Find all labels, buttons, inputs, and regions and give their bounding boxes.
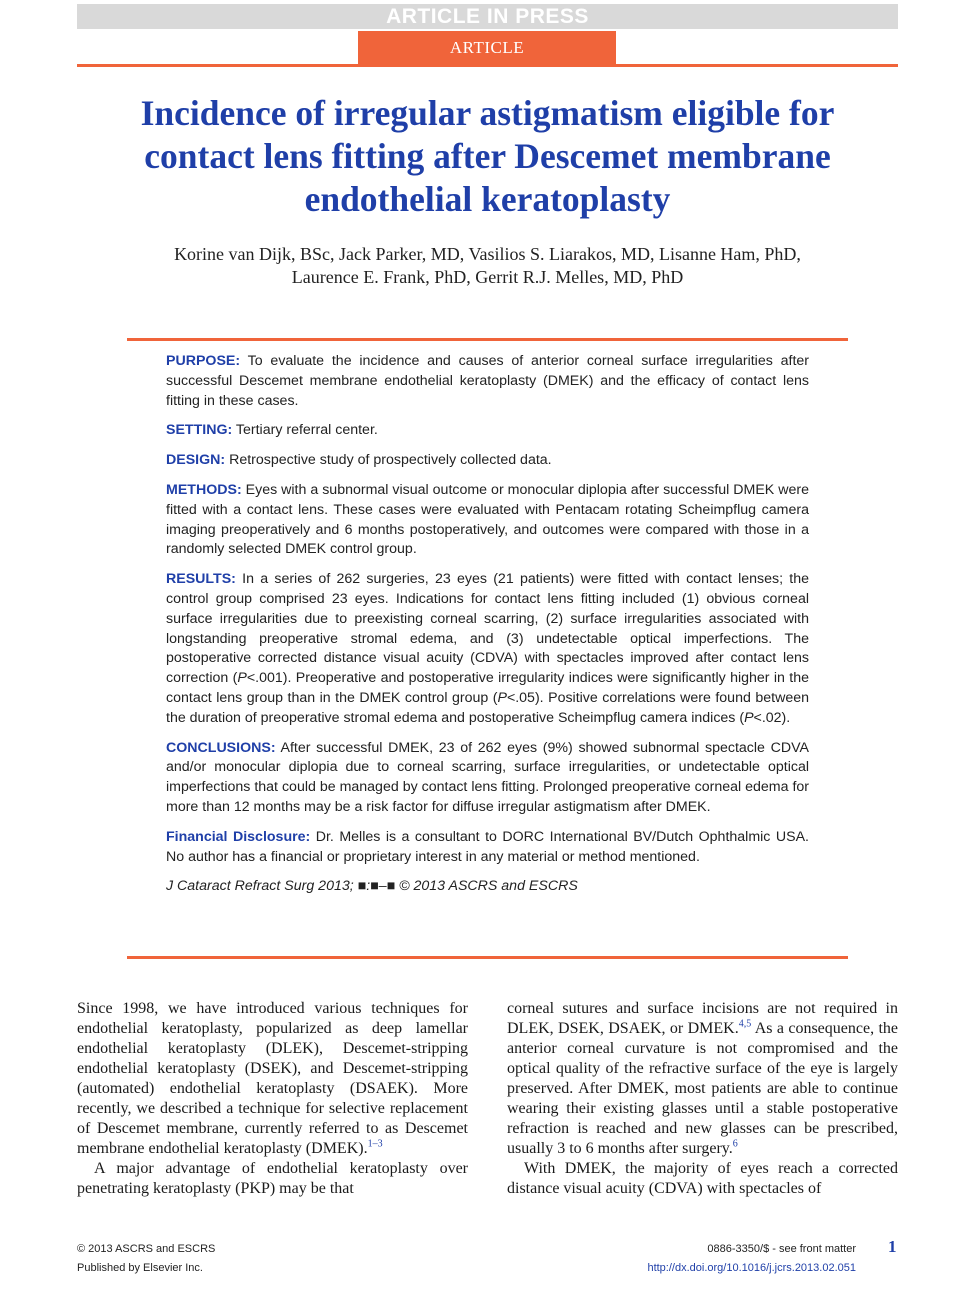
authors-line-2: Laurence E. Frank, PhD, Gerrit R.J. Melles, MD, PhD — [291, 267, 684, 287]
p-value-symbol: P — [744, 709, 754, 726]
methods-text: Eyes with a subnormal visual outcome or monocular diplopia after successful DMEK were fitted with a contact lens. These cases were evaluated with Pentacam rotating Scheimpflug camera imaging preoperatively and 6 months postoperatively, and outcomes were compared with those in a randomly selected DMEK control group. — [166, 481, 809, 558]
section-label: ARTICLE — [358, 31, 616, 65]
footer-left — [77, 1240, 215, 1278]
abstract-methods — [166, 481, 809, 560]
citation-ref[interactable]: 4,5 — [738, 1018, 752, 1030]
abstract-setting — [166, 421, 809, 441]
body-column-left — [77, 999, 468, 1199]
design-text: Retrospective study of prospectively collected data. — [225, 452, 552, 469]
results-text-4: <.02). — [753, 709, 791, 726]
intro-paragraph-1 — [77, 999, 468, 1159]
methods-label: METHODS: — [166, 481, 242, 498]
design-label: DESIGN: — [166, 452, 226, 469]
issn-line: 0886-3350/$ - see front matter — [707, 1243, 856, 1255]
author-list — [110, 243, 865, 289]
disclosure-text: Dr. Melles is a consultant to DORC International BV/Dutch Ophthalmic USA. No author has a financial or proprietary interest in any material or method mentioned. — [166, 828, 809, 865]
setting-label: SETTING: — [166, 422, 233, 439]
article-in-press-banner: ARTICLE IN PRESS — [77, 4, 898, 29]
conclusions-label: CONCLUSIONS: — [166, 739, 276, 756]
doi-link[interactable]: http://dx.doi.org/10.1016/j.jcrs.2013.02.051 — [647, 1262, 856, 1274]
intro-text: As a consequence, the anterior corneal curvature is not compromised and the optical quality of the refractive surface of the eye is largely preserved. After DMEK, most patients are able to continue wearing their existing glasses until a stable postoperative refraction is reached and new glasses can be prescribed, usually 3 to 6 months after surgery. — [507, 1020, 898, 1157]
disclosure-label: Financial Disclosure: — [166, 828, 311, 845]
intro-paragraph-continued — [507, 999, 898, 1159]
abstract — [166, 352, 809, 907]
citation-ref[interactable]: 1–3 — [367, 1138, 383, 1150]
intro-paragraph-3: With DMEK, the majority of eyes reach a corrected distance visual acuity (CDVA) with spectacles of — [507, 1160, 898, 1197]
page-number: 1 — [888, 1237, 897, 1256]
intro-paragraph-2: A major advantage of endothelial keratoplasty over penetrating keratoplasty (PKP) may be that — [77, 1160, 468, 1197]
body-column-right — [507, 999, 898, 1199]
purpose-text: To evaluate the incidence and causes of anterior corneal surface irregularities after successful Descemet membrane endothelial keratoplasty (DMEK) and the efficacy of contact lens fitting in these cases. — [166, 353, 809, 409]
journal-citation: J Cataract Refract Surg 2013; ■:■–■ © 2013 ASCRS and ESCRS — [166, 878, 578, 895]
publisher: Published by Elsevier Inc. — [77, 1262, 203, 1274]
abstract-conclusions — [166, 739, 809, 818]
results-text-3: <.05). Positive correlations were found between the duration of preoperative stromal edema and postoperative Scheimpflug camera indices ( — [166, 689, 809, 726]
authors-line-1: Korine van Dijk, BSc, Jack Parker, MD, Vasilios S. Liarakos, MD, Lisanne Ham, PhD, — [174, 244, 801, 264]
abstract-design — [166, 451, 809, 471]
footer-right — [647, 1240, 856, 1278]
p-value-symbol: P — [237, 670, 247, 687]
results-text-1: In a series of 262 surgeries, 23 eyes (21 patients) were fitted with contact lenses; the control group comprised 23 eyes. Indications for contact lens fitting included (1) obvious corneal surface irregularities due to preexisting corneal scarring, (2) surface irregularities associated with longstanding preoperative stromal edema, and (3) undetectable optical imperfections. The postoperative corrected distance visual acuity (CDVA) with spectacles improved after contact lens correction ( — [166, 571, 809, 687]
citation-ref[interactable]: 6 — [732, 1138, 738, 1150]
p-value-symbol: P — [497, 689, 507, 706]
abstract-results — [166, 570, 809, 728]
abstract-purpose — [166, 352, 809, 411]
setting-text: Tertiary referral center. — [232, 422, 378, 439]
abstract-top-rule — [127, 338, 848, 341]
intro-text: Since 1998, we have introduced various techniques for endothelial keratoplasty, popularized as deep lamellar endothelial keratoplasty (DLEK), Descemet-stripping endothelial keratoplasty (DSEK), and Descemet-stripping (automated) endothelial keratoplasty (DSAEK). More recently, we described a technique for selective replacement of Descemet membrane, currently referred to as Descemet membrane endothelial keratoplasty (DMEK). — [77, 1000, 468, 1157]
results-text-2: <.001). Preoperative and postoperative irregularity indices were significantly higher in the contact lens group than in the DMEK control group ( — [166, 670, 809, 706]
abstract-bottom-rule — [127, 956, 848, 959]
results-label: RESULTS: — [166, 571, 236, 588]
header-divider — [77, 64, 898, 67]
copyright: © 2013 ASCRS and ESCRS — [77, 1243, 216, 1255]
intro-text: corneal sutures and surface incisions are not required in DLEK, DSEK, DSAEK, or DMEK. — [507, 1000, 898, 1037]
article-title: Incidence of irregular astigmatism eligible for contact lens fitting after Descemet membrane endothelial keratoplasty — [140, 93, 835, 219]
financial-disclosure — [166, 828, 809, 868]
conclusions-text: After successful DMEK, 23 of 262 eyes (9%) showed subnormal spectacle CDVA and/or monocular diplopia due to corneal scarring, surface irregularities, or undetectable optical imperfections that could be managed by contact lens fitting. Prolonged preoperative corneal edema for more than 12 months may be a risk factor for diffuse irregular astigmatism after DMEK. — [166, 739, 809, 815]
purpose-label: PURPOSE: — [166, 353, 241, 369]
